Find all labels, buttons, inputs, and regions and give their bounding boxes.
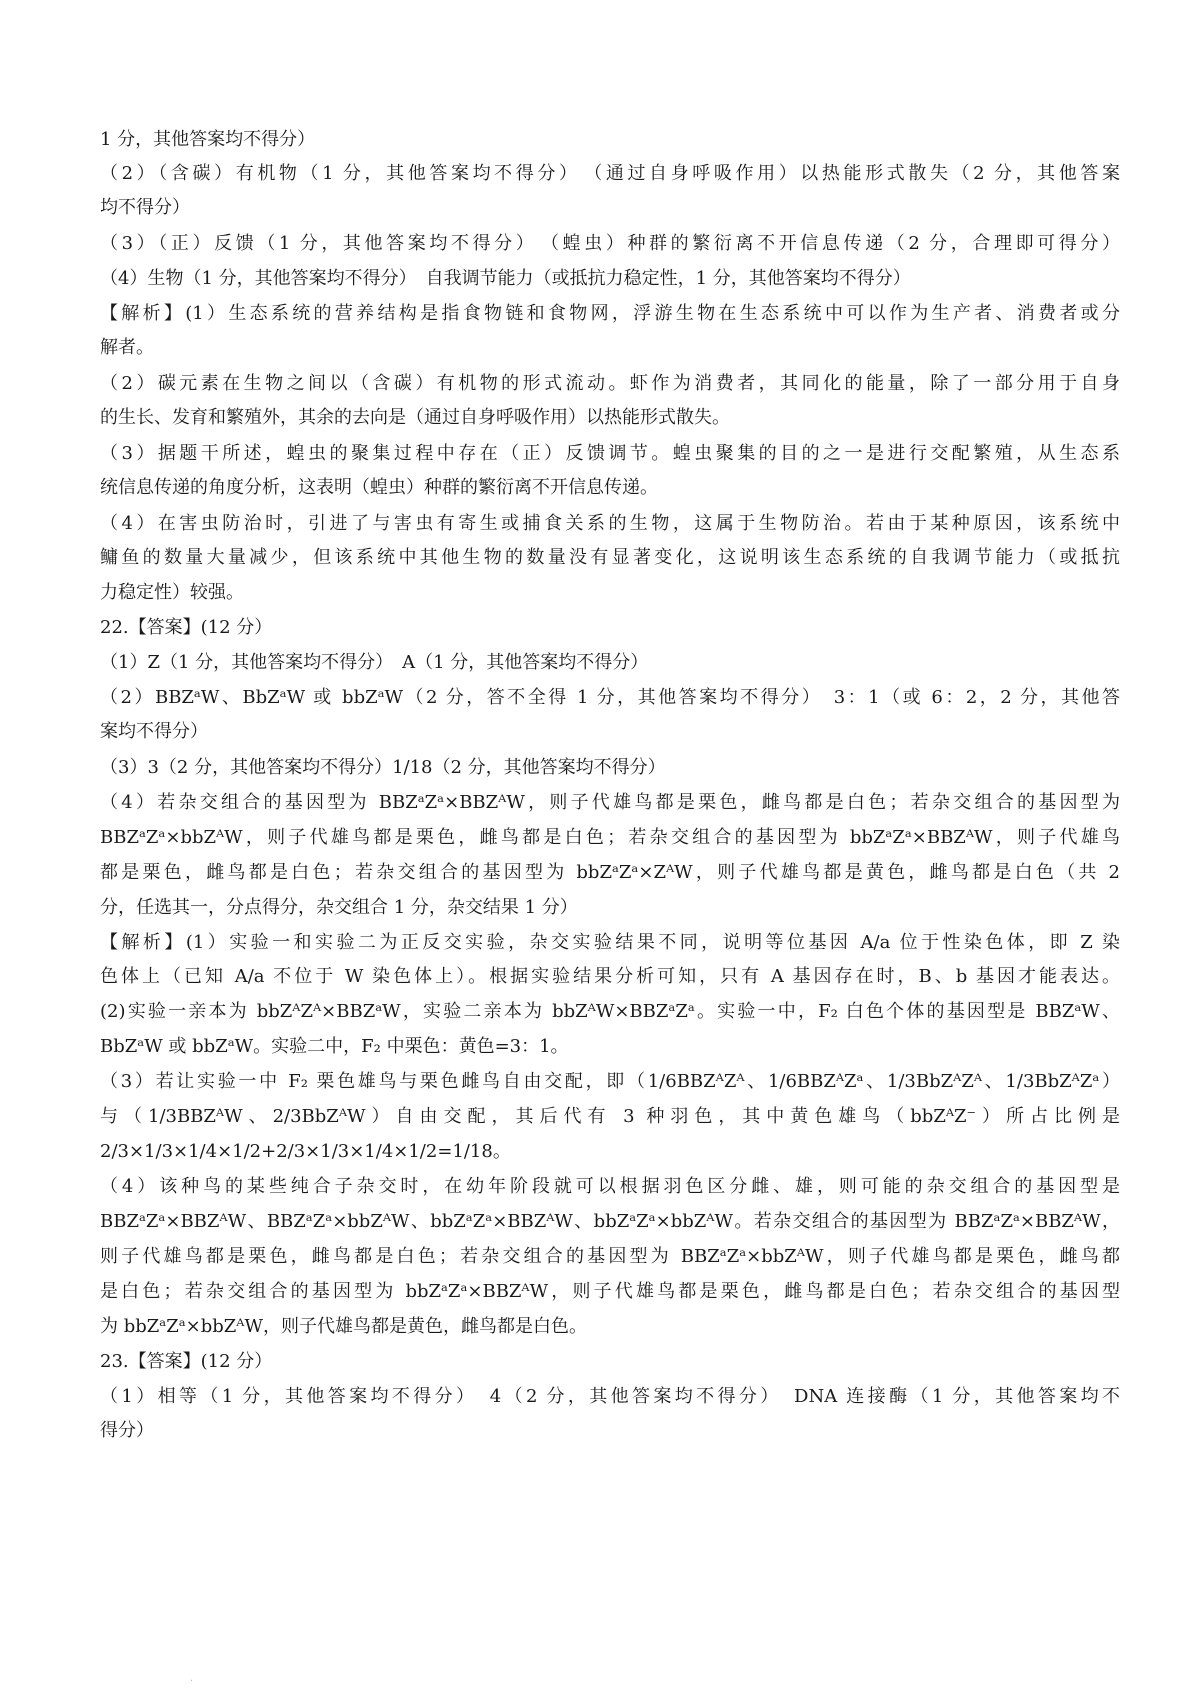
text-line: 鳙鱼的数量大量减少，但该系统中其他生物的数量没有显著变化，这说明该生态系统的自我调节能力（或抵抗: [100, 547, 1120, 568]
text-line: 【解析】(1）实验一和实验二为正反交实验，杂交实验结果不同，说明等位基因 A/a 位于性染色体，即 Z 染: [100, 932, 1120, 953]
text-line: （2）BBZᵃW、BbZᵃW 或 bbZᵃW（2 分，答不全得 1 分，其他答案均不得分） 3：1（或 6：2，2 分，其他答: [100, 687, 1120, 708]
section-heading: 22.【答案】(12 分）: [100, 617, 273, 638]
text-line: BbZᵃW 或 bbZᵃW。实验二中，F₂ 中栗色：黄色=3：1。: [100, 1036, 569, 1057]
text-line: 2/3×1/3×1/4×1/2+2/3×1/3×1/4×1/2=1/18。: [100, 1141, 511, 1162]
text-line: （1）相等（1 分，其他答案均不得分） 4（2 分，其他答案均不得分） DNA 连接酶（1 分，其他答案均不: [100, 1386, 1120, 1407]
text-line: 解者。: [100, 337, 154, 358]
page-mark: ·: [190, 1676, 194, 1687]
text-line: （4）该种鸟的某些纯合子杂交时，在幼年阶段就可以根据羽色区分雌、雄，则可能的杂交组合的基因型是: [100, 1176, 1120, 1197]
text-line: 都是栗色，雌鸟都是白色；若杂交组合的基因型为 bbZᵃZᵃ×ZᴬW，则子代雄鸟都是黄色，雌鸟都是白色（共 2: [100, 862, 1120, 883]
section-heading: 23.【答案】(12 分）: [100, 1351, 273, 1372]
text-line: 案均不得分）: [100, 721, 208, 742]
text-line: （4）生物（1 分，其他答案均不得分） 自我调节能力（或抵抗力稳定性，1 分，其他答案均不得分）: [100, 268, 911, 289]
text-line: 得分）: [100, 1420, 154, 1441]
text-line: （3）（正）反馈（1 分，其他答案均不得分） （蝗虫）种群的繁衍离不开信息传递（2 分，合理即可得分）: [100, 233, 1120, 254]
text-line: 则子代雄鸟都是栗色，雌鸟都是白色；若杂交组合的基因型为 BBZᵃZᵃ×bbZᴬW，则子代雄鸟都是栗色，雌鸟都: [100, 1246, 1120, 1267]
text-line: （3）3（2 分，其他答案均不得分）1/18（2 分，其他答案均不得分）: [100, 757, 666, 778]
text-line: 均不得分）: [100, 197, 190, 218]
text-line: （4）若杂交组合的基因型为 BBZᵃZᵃ×BBZᴬW，则子代雄鸟都是栗色，雌鸟都是白色；若杂交组合的基因型为: [100, 792, 1120, 813]
text-line: (2)实验一亲本为 bbZᴬZᴬ×BBZᵃW，实验二亲本为 bbZᴬW×BBZᵃZᵃ。实验一中，F₂ 白色个体的基因型是 BBZᵃW、: [100, 1001, 1120, 1022]
text-line: （2）（含碳）有机物（1 分，其他答案均不得分） （通过自身呼吸作用）以热能形式散失（2 分，其他答案: [100, 163, 1120, 184]
text-line: 力稳定性）较强。: [100, 582, 244, 603]
text-line: 与（1/3BBZᴬW、2/3BbZᴬW）自由交配，其后代有 3 种羽色，其中黄色雄鸟（bbZᴬZ⁻）所占比例是: [100, 1106, 1120, 1127]
text-line: 【解析】(1）生态系统的营养结构是指食物链和食物网，浮游生物在生态系统中可以作为生产者、消费者或分: [100, 303, 1120, 324]
text-line: 为 bbZᵃZᵃ×bbZᴬW，则子代雄鸟都是黄色，雌鸟都是白色。: [100, 1316, 587, 1337]
text-line: （4）在害虫防治时，引进了与害虫有寄生或捕食关系的生物，这属于生物防治。若由于某种原因，该系统中: [100, 513, 1120, 534]
text-line: 是白色；若杂交组合的基因型为 bbZᵃZᵃ×BBZᴬW，则子代雄鸟都是栗色，雌鸟都是白色；若杂交组合的基因型: [100, 1281, 1120, 1302]
text-line: （2）碳元素在生物之间以（含碳）有机物的形式流动。虾作为消费者，其同化的能量，除了一部分用于自身: [100, 373, 1120, 394]
text-line: 分，任选其一，分点得分，杂交组合 1 分，杂交结果 1 分）: [100, 897, 578, 918]
text-line: （3）若让实验一中 F₂ 栗色雄鸟与栗色雌鸟自由交配，即（1/6BBZᴬZᴬ、1/6BBZᴬZᵃ、1/3BbZᴬZᴬ、1/3BbZᴬZᵃ）: [100, 1071, 1120, 1092]
text-line: BBZᵃZᵃ×bbZᴬW，则子代雄鸟都是栗色，雌鸟都是白色；若杂交组合的基因型为 bbZᵃZᵃ×BBZᴬW，则子代雄鸟: [100, 827, 1120, 848]
text-line: BBZᵃZᵃ×BBZᴬW、BBZᵃZᵃ×bbZᴬW、bbZᵃZᵃ×BBZᴬW、bbZᵃZᵃ×bbZᴬW。若杂交组合的基因型为 BBZᵃZᵃ×BBZᴬW，: [100, 1211, 1120, 1232]
text-line: 统信息传递的角度分析，这表明（蝗虫）种群的繁衍离不开信息传递。: [100, 477, 658, 498]
text-line: 1 分，其他答案均不得分）: [100, 129, 316, 150]
text-line: 的生长、发育和繁殖外，其余的去向是（通过自身呼吸作用）以热能形式散失。: [100, 407, 730, 428]
text-line: （1）Z（1 分，其他答案均不得分） A（1 分，其他答案均不得分）: [100, 652, 649, 673]
text-line: （3）据题干所述，蝗虫的聚集过程中存在（正）反馈调节。蝗虫聚集的目的之一是进行交配繁殖，从生态系: [100, 443, 1120, 464]
text-line: 色体上（已知 A/a 不位于 W 染色体上）。根据实验结果分析可知，只有 A 基因存在时，B、b 基因才能表达。: [100, 966, 1120, 987]
